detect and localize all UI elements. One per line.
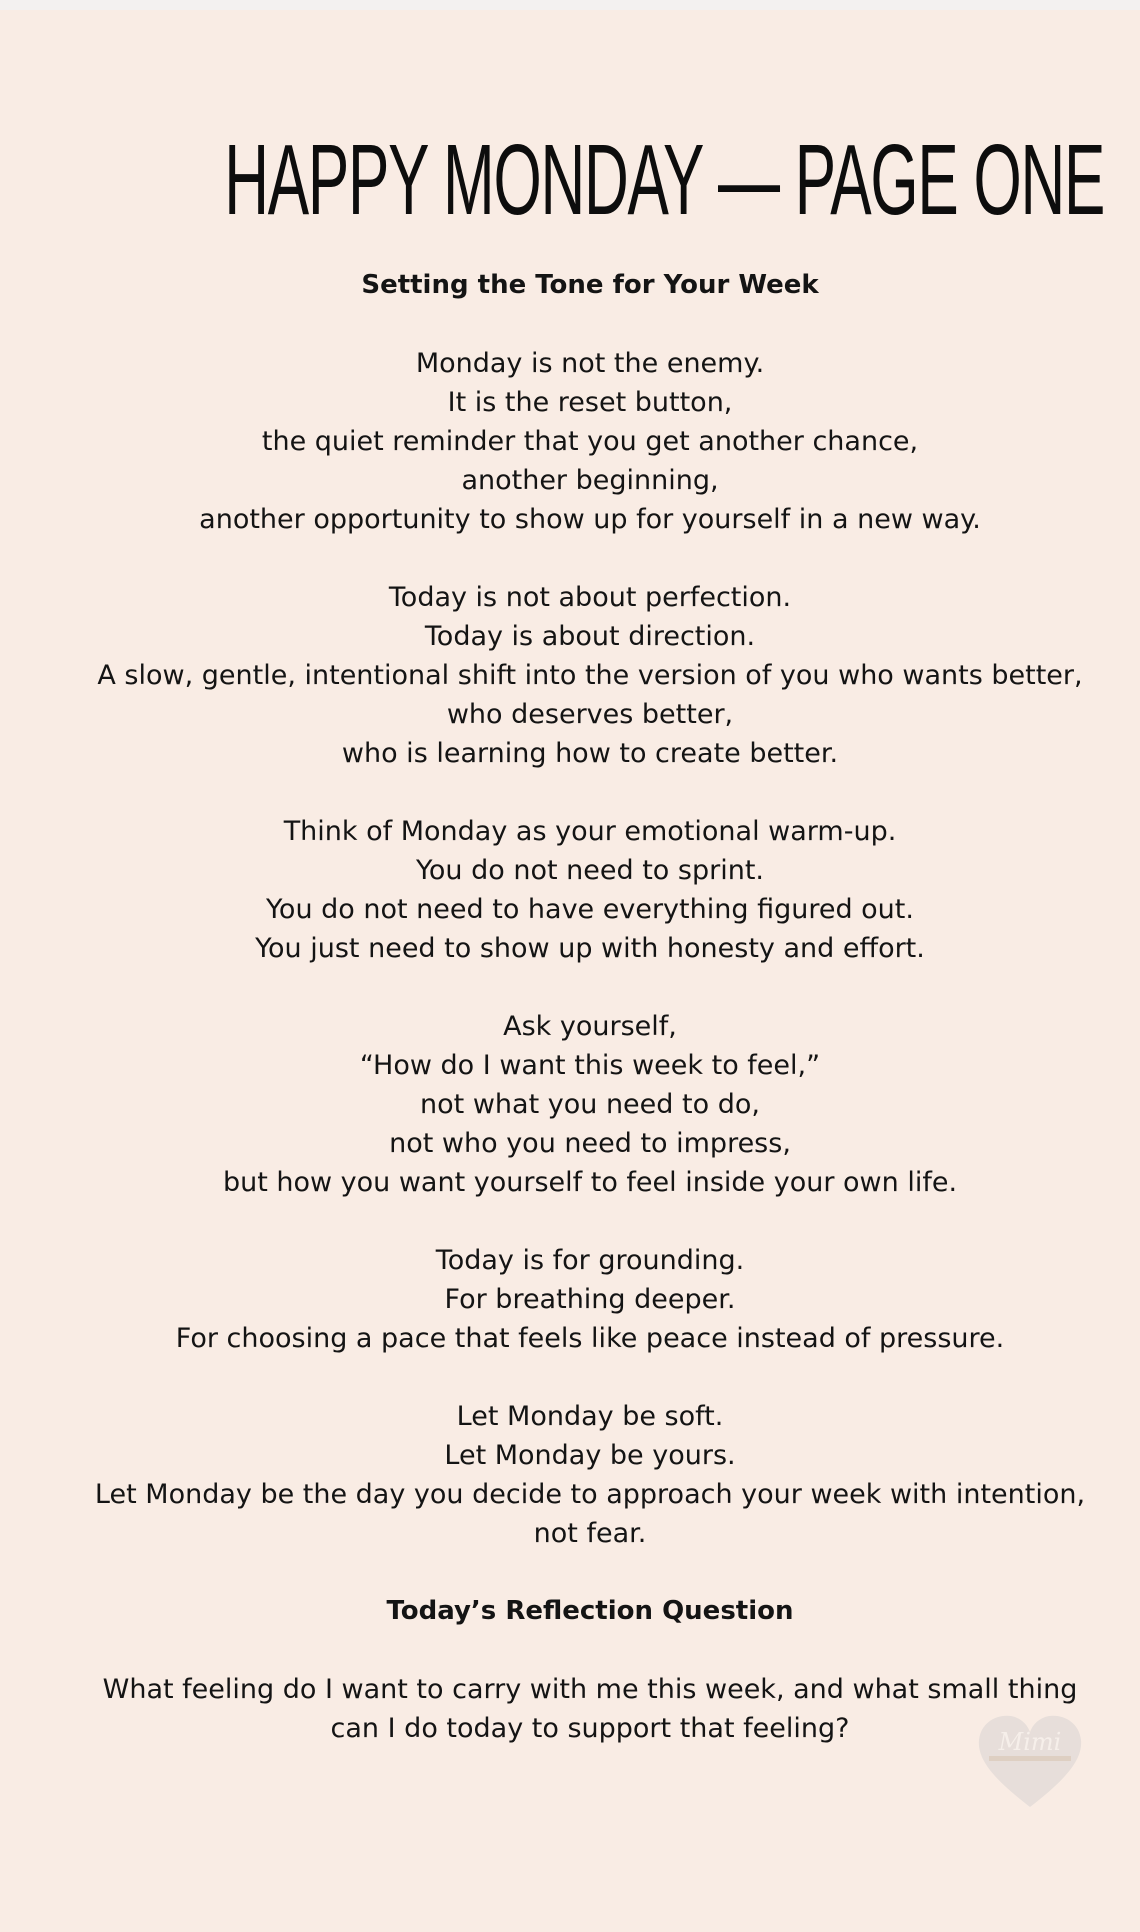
line: You just need to show up with honesty and effort. — [255, 933, 925, 964]
line: another beginning, — [461, 465, 719, 496]
line: It is the reset button, — [447, 387, 733, 418]
stanza-5 — [90, 1241, 1090, 1358]
watermark-logo — [975, 1712, 1085, 1812]
stanza-2 — [90, 578, 1090, 773]
line: For breathing deeper. — [444, 1284, 736, 1315]
line: Let Monday be soft. — [456, 1401, 724, 1432]
line: A slow, gentle, intentional shift into the version of you who wants better, — [97, 660, 1083, 691]
line: Ask yourself, — [503, 1011, 677, 1042]
subtitle: Setting the Tone for Your Week — [361, 270, 819, 300]
line: Monday is not the enemy. — [415, 348, 765, 379]
stanza-3 — [90, 812, 1090, 968]
line: Today is about direction. — [424, 621, 756, 652]
line: who deserves better, — [446, 699, 734, 730]
line: Today is not about perfection. — [388, 582, 792, 613]
line: Think of Monday as your emotional warm-up. — [283, 816, 897, 847]
content — [90, 266, 1090, 1748]
reflection-question: What feeling do I want to carry with me this week, and what small thing can I do today to support that feeling? — [102, 1674, 1078, 1744]
stanza-1 — [90, 344, 1090, 539]
reflection-heading: Today’s Reflection Question — [386, 1596, 794, 1626]
line: but how you want yourself to feel inside your own life. — [222, 1167, 958, 1198]
line: Let Monday be yours. — [444, 1440, 736, 1471]
line: Let Monday be the day you decide to approach your week with intention, not fear. — [94, 1479, 1086, 1549]
top-strip — [0, 0, 1140, 10]
line: another opportunity to show up for yourself in a new way. — [199, 504, 981, 535]
heart-icon — [975, 1712, 1085, 1812]
line: “How do I want this week to feel,” — [359, 1050, 821, 1081]
line: not what you need to do, — [420, 1089, 760, 1120]
line: who is learning how to create better. — [341, 738, 839, 769]
stanza-4 — [90, 1007, 1090, 1202]
line: Today is for grounding. — [435, 1245, 745, 1276]
line: the quiet reminder that you get another chance, — [261, 426, 919, 457]
stanza-6 — [90, 1397, 1090, 1553]
line: You do not need to have everything figured out. — [266, 894, 914, 925]
page-title: HAPPY MONDAY — PAGE ONE — [224, 124, 1105, 236]
svg-text:Mimi: Mimi — [998, 1728, 1062, 1756]
line: For choosing a pace that feels like peace instead of pressure. — [175, 1323, 1005, 1354]
line: You do not need to sprint. — [416, 855, 764, 886]
line: not who you need to impress, — [389, 1128, 791, 1159]
